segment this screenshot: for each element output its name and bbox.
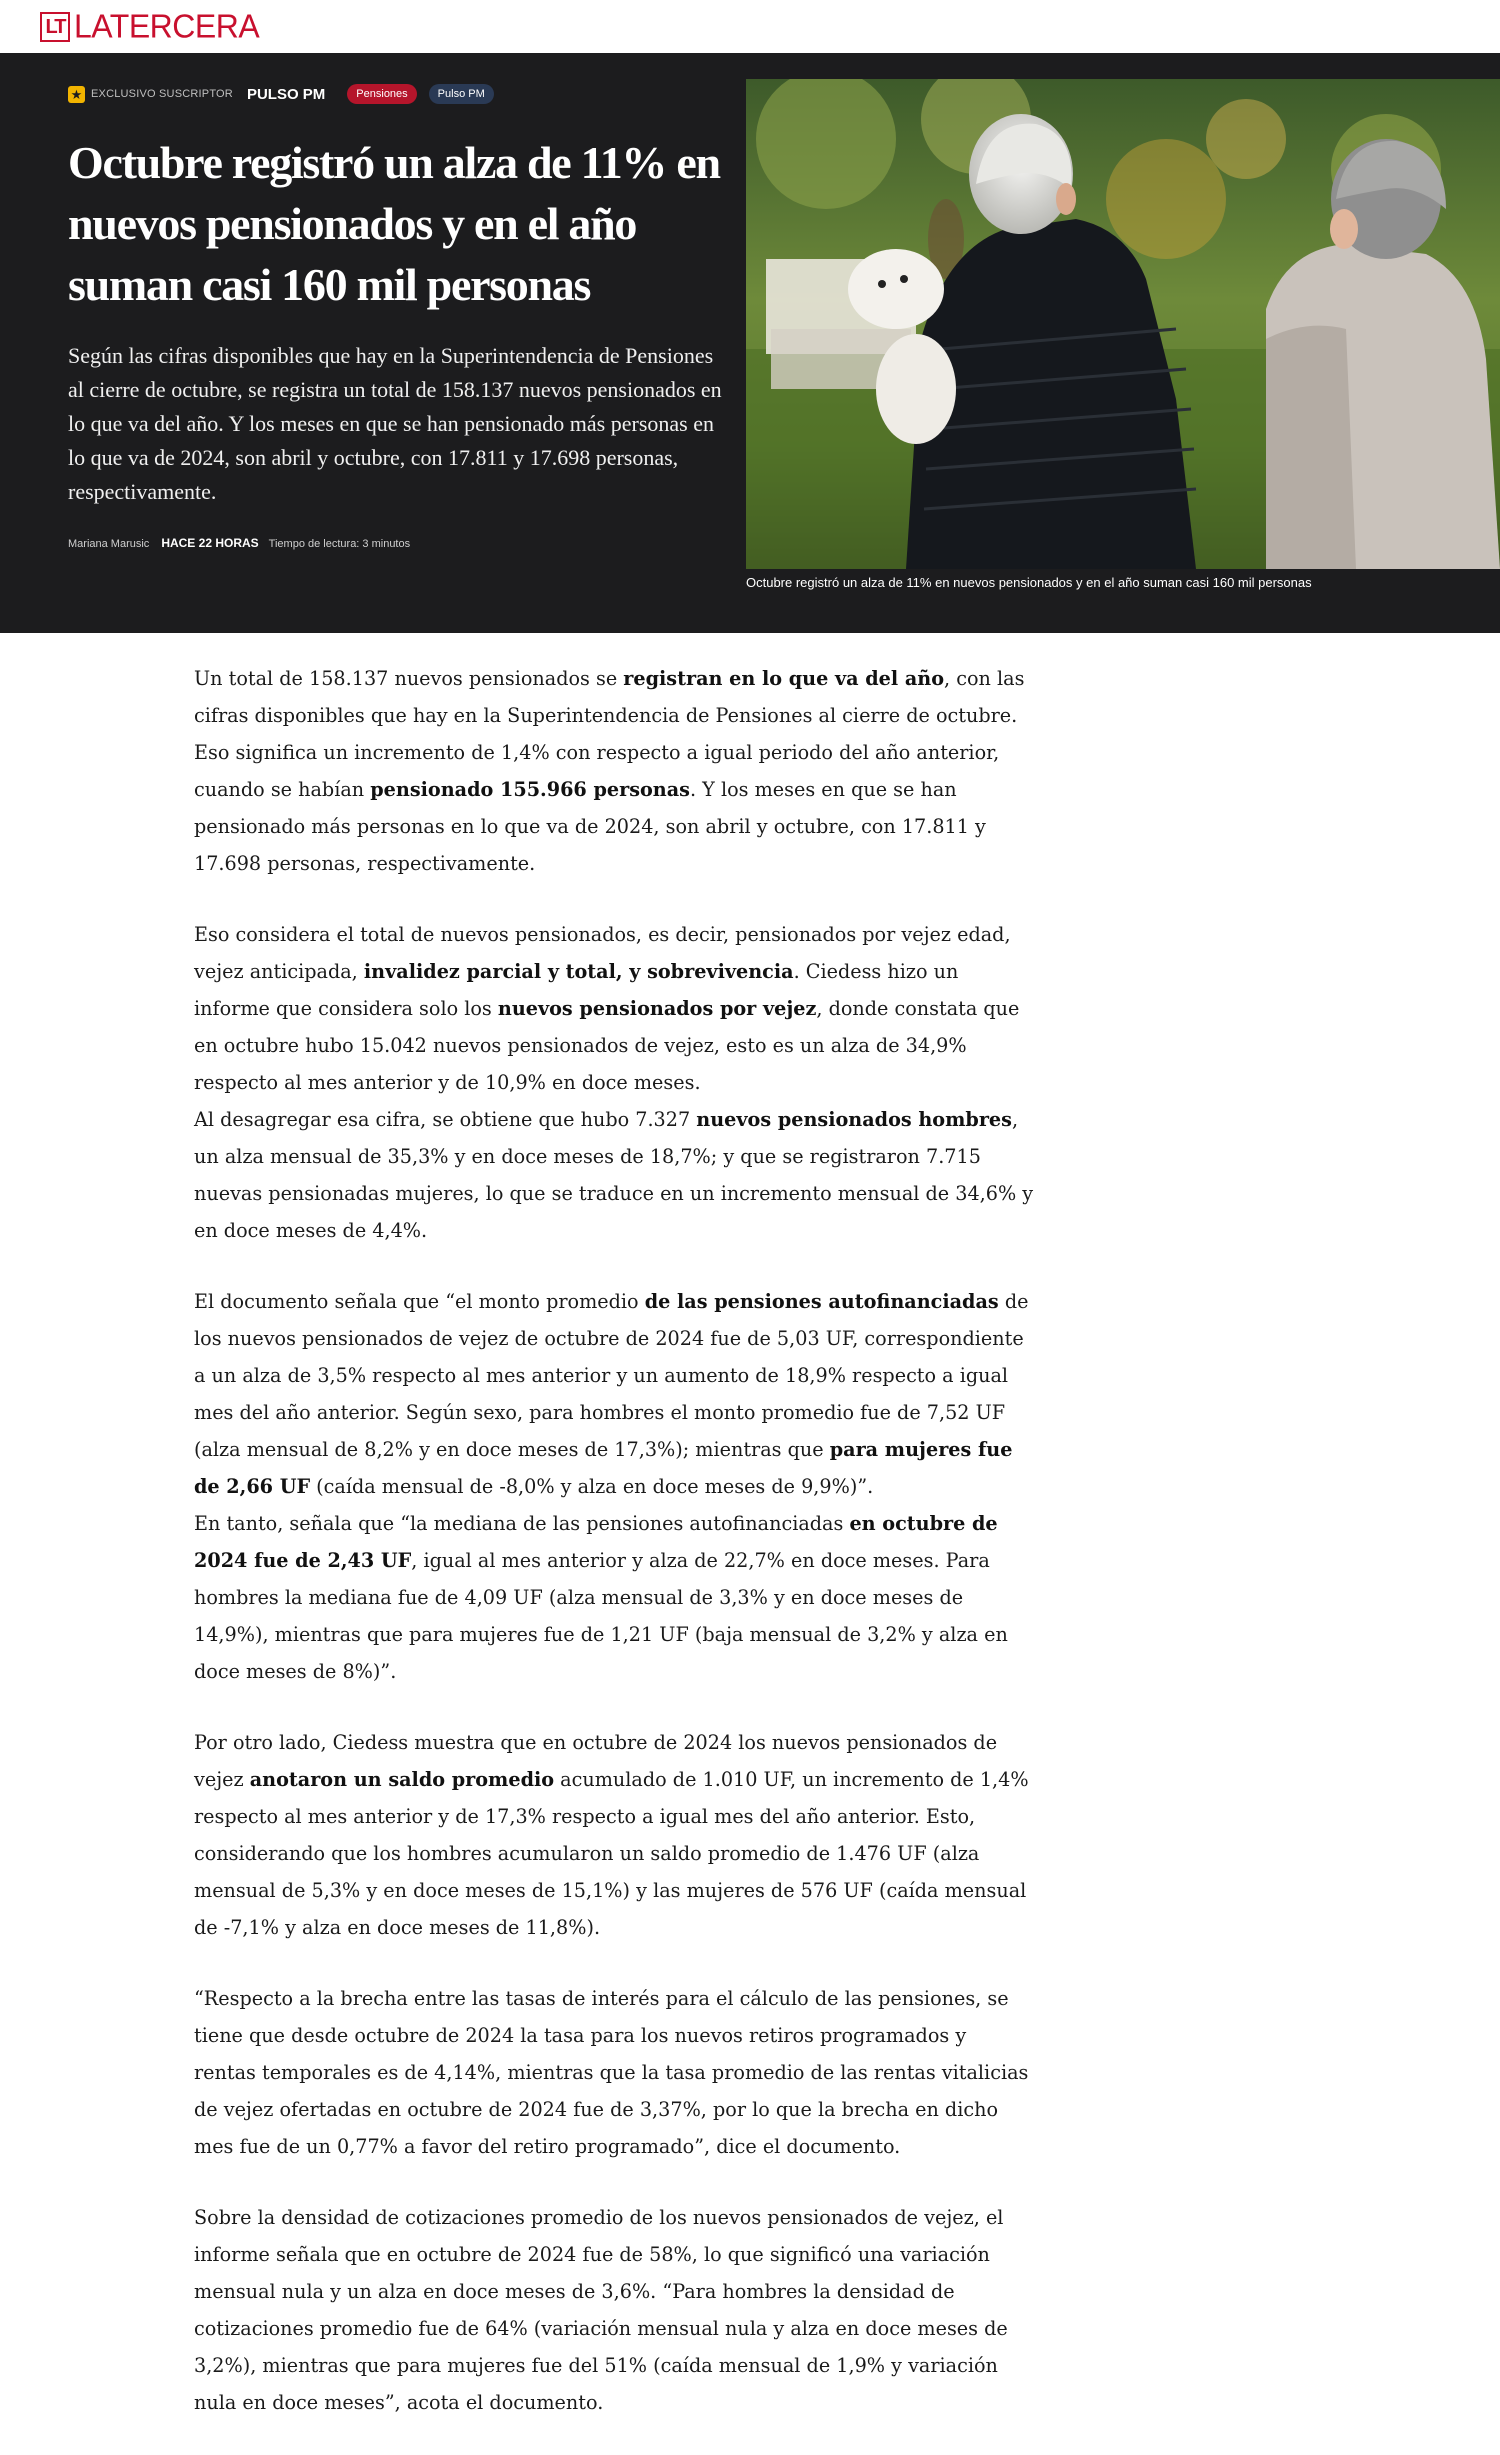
paragraph: Eso considera el total de nuevos pensionados, es decir, pensionados por vejez edad, vejez anticipada, invalidez parcial y total, y sobrevivencia. Ciedess hizo un informe que considera solo los nuevos pensionados por vejez, donde constata que en octubre hubo 15.042 nuevos pensionados de vejez, esto es un alza de 34,9% respecto al mes anterior y de 10,9% en doce meses. [194,923,1020,1094]
paragraph: En tanto, señala que “la mediana de las pensiones autofinanciadas en octubre de 2024 fue de 2,43 UF, igual al mes anterior y alza de 22,7% en doce meses. Para hombres la mediana fue de 4,09 UF (alza mensual de 3,3% y en doce meses de 14,9%), mientras que para mujeres fue de 1,21 UF (baja mensual de 3,2% y alza en doce meses de 8%)”. [194,1512,1008,1683]
paragraph: Sobre la densidad de cotizaciones promedio de los nuevos pensionados de vejez, el informe señala que en octubre de 2024 fue de 58%, lo que significó una variación mensual nula y un alza en doce meses de 3,6%. “Para hombres la densidad de cotizaciones promedio fue de 64% (variación mensual nula y alza en doce meses de 3,2%), mientras que para mujeres fue del 51% (caída mensual de 1,9% y variación nula en doce meses”, acota el documento. [194,2206,1008,2414]
hero-text-column [68,79,733,550]
tag-pensiones[interactable]: Pensiones [347,84,416,104]
section-link[interactable]: PULSO PM [246,85,326,103]
exclusive-label: EXCLUSIVO SUSCRIPTOR [91,88,233,100]
photo-caption: Octubre registró un alza de 11% en nuevos pensionados y en el año suman casi 160 mil personas [746,575,1312,590]
article-hero [0,53,1500,633]
top-bar [0,0,1500,53]
tag-pulso-pm[interactable]: Pulso PM [429,84,494,104]
paragraph: Un total de 158.137 nuevos pensionados se registran en lo que va del año, con las cifras disponibles que hay en la Superintendencia de Pensiones al cierre de octubre. Eso significa un incremento de 1,4% con respecto a igual periodo del año anterior, cuando se habían pensionado 155.966 personas. Y los meses en que se han pensionado más personas en lo que va de 2024, son abril y octubre, con 17.811 y 17.698 personas, respectivamente. [194,667,1025,875]
logo-text: LATERCERA [74,7,260,45]
logo-mark: LT [40,12,70,42]
byline [68,536,733,550]
hero-photo-illustration [746,79,1500,569]
publish-time: HACE 22 HORAS [161,536,259,550]
article-title: Octubre registró un alza de 11% en nuevos pensionados y en el año suman casi 160 mil personas [68,137,720,310]
site-logo[interactable] [40,8,259,45]
tag-row [68,79,733,109]
article-body [194,660,1034,2455]
article-lede: Según las cifras disponibles que hay en la Superintendencia de Pensiones al cierre de octubre, se registra un total de 158.137 nuevos pensionados en lo que va del año. Y los meses en que se han pensionado más personas en lo que va de 2024, son abril y octubre, con 17.811 y 17.698 personas, respectivamente. [68,343,722,504]
paragraph: Al desagregar esa cifra, se obtiene que hubo 7.327 nuevos pensionados hombres, un alza mensual de 35,3% y en doce meses de 18,7%; y que se registraron 7.715 nuevas pensionadas mujeres, lo que se traduce en un incremento mensual de 34,6% y en doce meses de 4,4%. [194,1108,1034,1242]
paragraph: El documento señala que “el monto promedio de las pensiones autofinanciadas de los nuevos pensionados de vejez de octubre de 2024 fue de 5,03 UF, correspondiente a un alza de 3,5% respecto al mes anterior y un aumento de 18,9% respecto a igual mes del año anterior. Según sexo, para hombres el monto promedio fue de 7,52 UF (alza mensual de 8,2% y en doce meses de 17,3%); mientras que para mujeres fue de 2,66 UF (caída mensual de -8,0% y alza en doce meses de 9,9%)”. [194,1290,1029,1498]
reading-time: Tiempo de lectura: 3 minutos [268,538,411,550]
author-link[interactable]: Mariana Marusic [68,538,150,550]
paragraph: “Respecto a la brecha entre las tasas de interés para el cálculo de las pensiones, se tiene que desde octubre de 2024 la tasa para los nuevos retiros programados y rentas temporales es de 4,14%, mientras que la tasa promedio de las rentas vitalicias de vejez ofertadas en octubre de 2024 fue de 3,37%, por lo que la brecha en dicho mes fue de un 0,77% a favor del retiro programado”, dice el documento. [194,1987,1029,2158]
hero-photo [746,79,1500,569]
star-icon: ★ [68,86,85,103]
paragraph: Por otro lado, Ciedess muestra que en octubre de 2024 los nuevos pensionados de vejez anotaron un saldo promedio acumulado de 1.010 UF, un incremento de 1,4% respecto al mes anterior y de 17,3% respecto a igual mes del año anterior. Esto, considerando que los hombres acumularon un saldo promedio de 1.476 UF (alza mensual de 5,3% y en doce meses de 15,1%) y las mujeres de 576 UF (caída mensual de -7,1% y alza en doce meses de 11,8%). [194,1731,1029,1939]
